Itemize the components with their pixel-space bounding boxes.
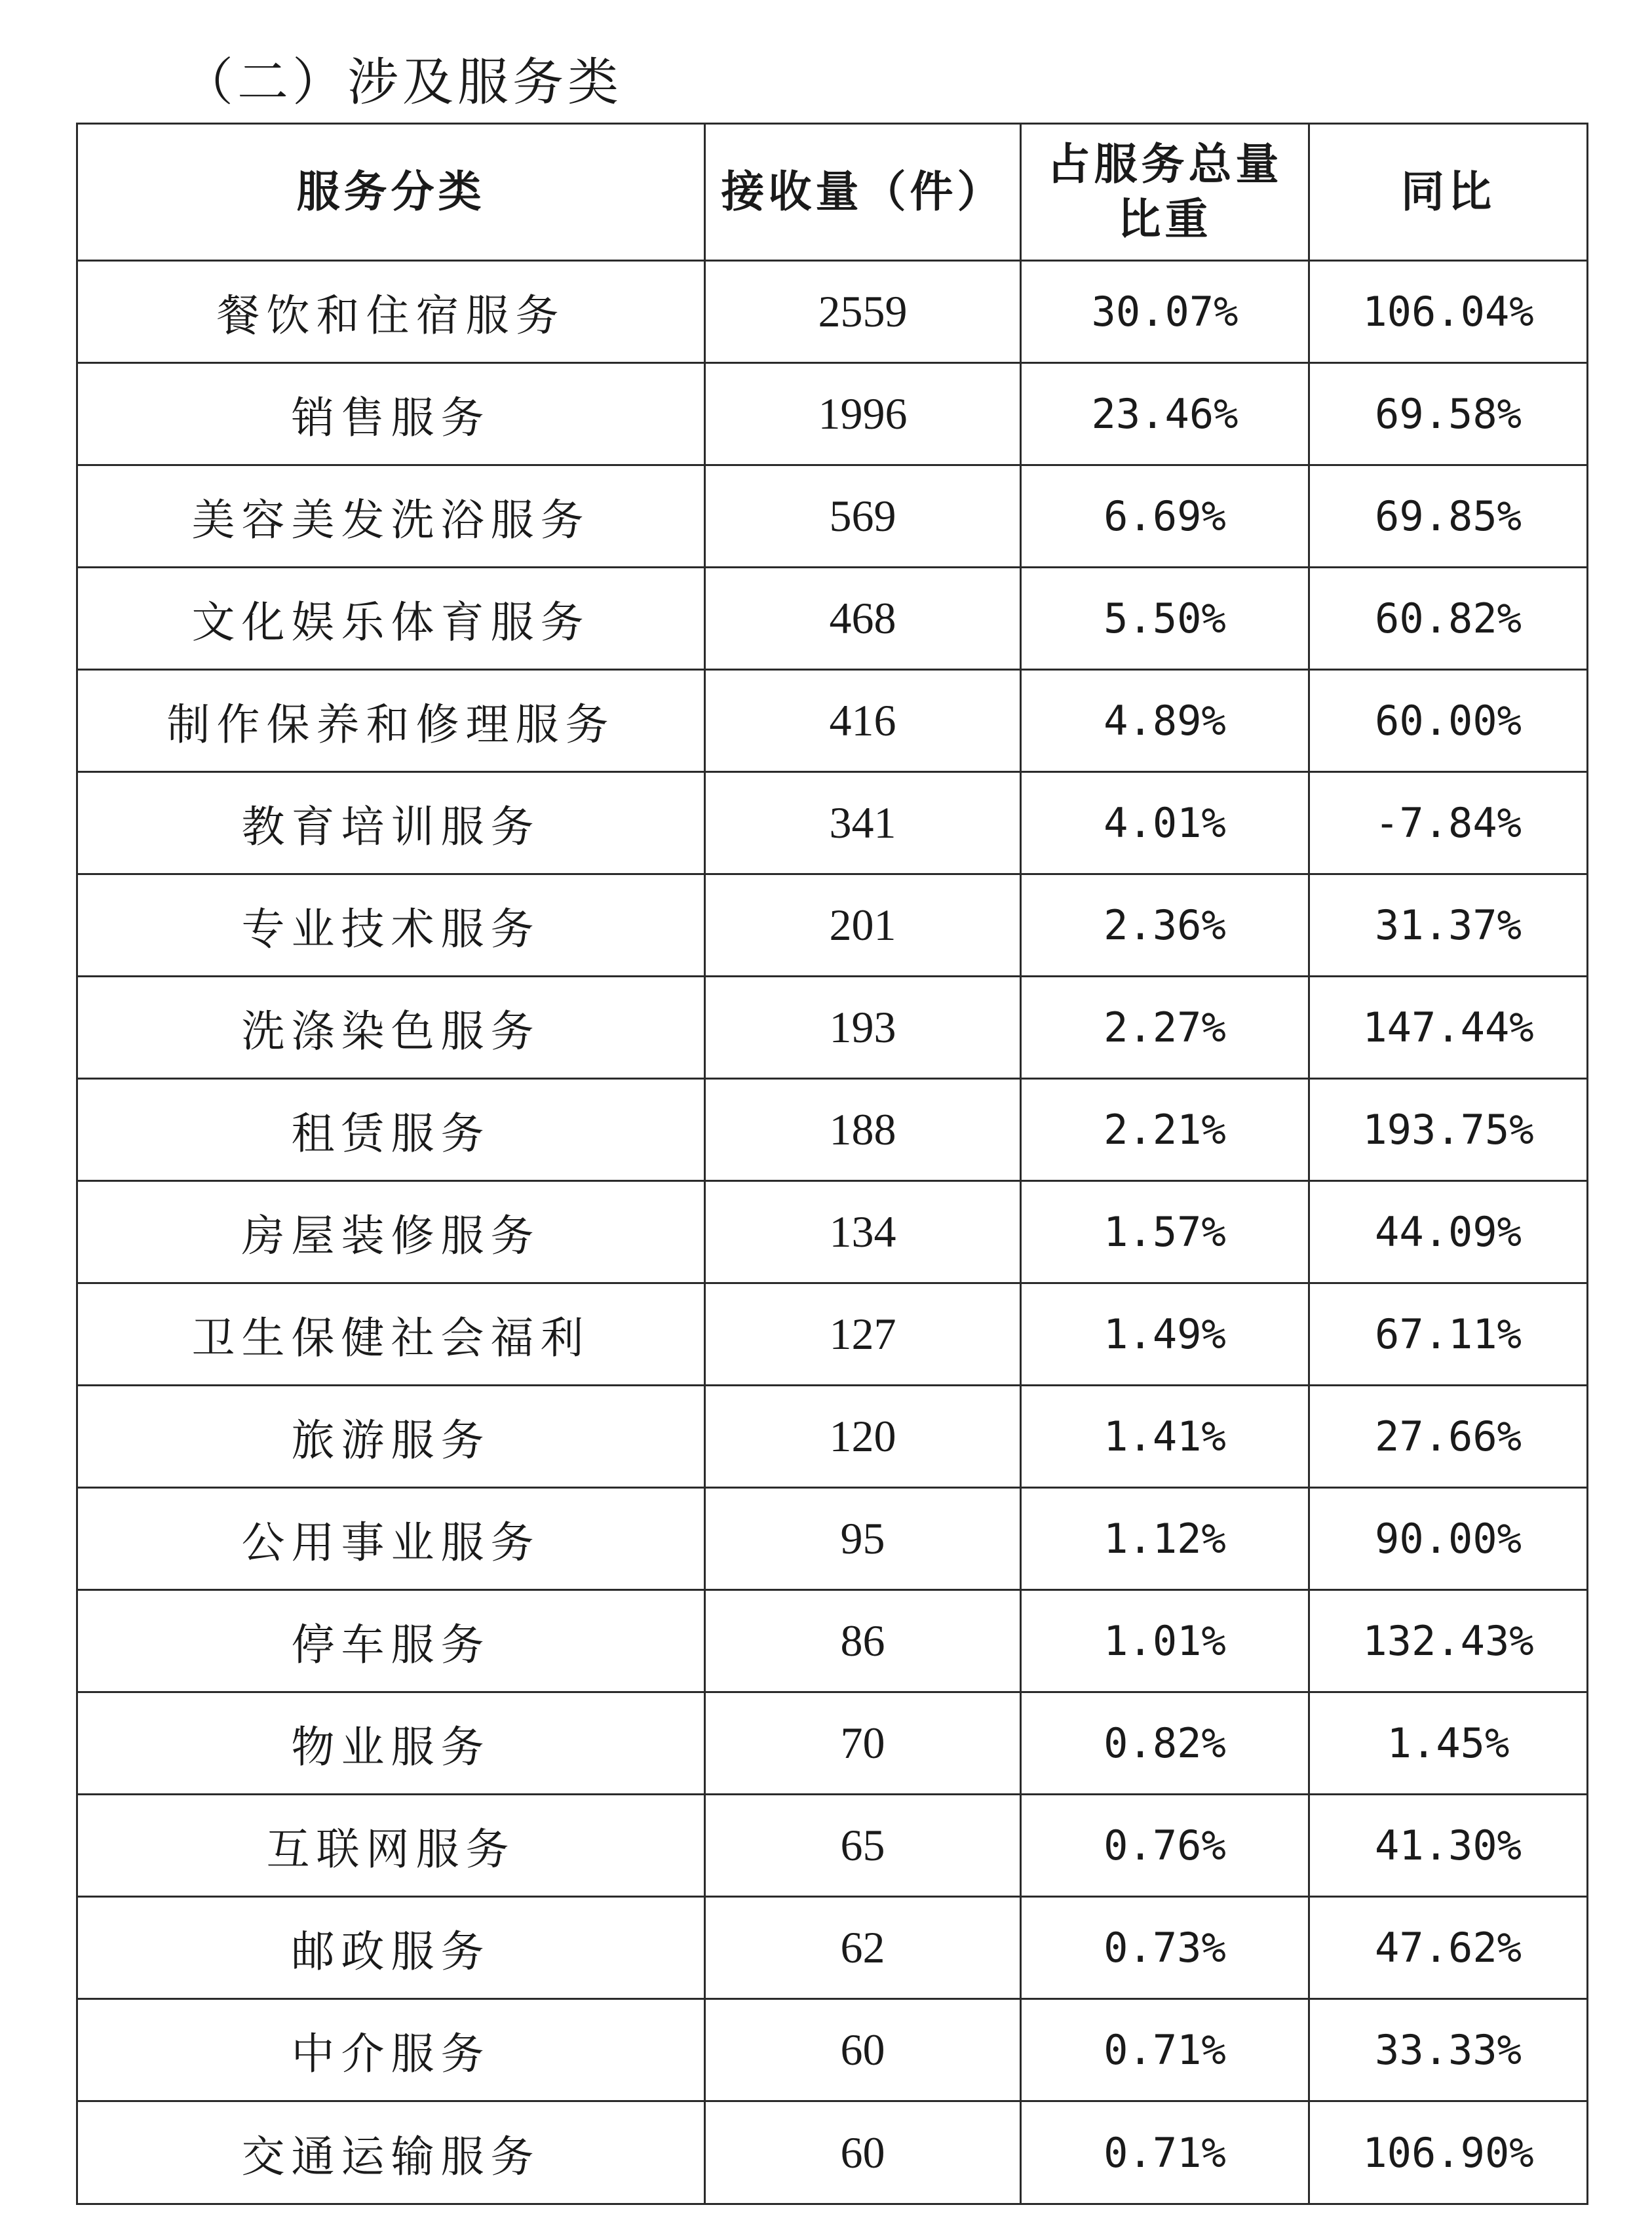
cell-yoy: 1.45%: [1309, 1692, 1588, 1795]
table-row: [77, 1795, 1588, 1897]
cell-yoy: 69.85%: [1309, 465, 1588, 568]
cell-category: 餐饮和住宿服务: [77, 261, 705, 363]
cell-share: 1.12%: [1021, 1488, 1309, 1590]
cell-yoy: 147.44%: [1309, 977, 1588, 1079]
header-received: 接收量（件）: [705, 124, 1021, 261]
cell-category: 旅游服务: [77, 1386, 705, 1488]
table-row: [77, 1488, 1588, 1590]
table-row: [77, 1386, 1588, 1488]
table-row: [77, 1999, 1588, 2101]
cell-category: 文化娱乐体育服务: [77, 568, 705, 670]
cell-yoy: 69.58%: [1309, 363, 1588, 465]
table-row: [77, 772, 1588, 874]
cell-category: 互联网服务: [77, 1795, 705, 1897]
cell-yoy: -7.84%: [1309, 772, 1588, 874]
cell-received: 70: [705, 1692, 1021, 1795]
table-row: [77, 261, 1588, 363]
cell-category: 中介服务: [77, 1999, 705, 2101]
cell-category: 专业技术服务: [77, 874, 705, 977]
table-row: [77, 670, 1588, 772]
cell-category: 美容美发洗浴服务: [77, 465, 705, 568]
table-row: [77, 2101, 1588, 2204]
cell-share: 1.01%: [1021, 1590, 1309, 1692]
cell-category: 停车服务: [77, 1590, 705, 1692]
cell-yoy: 60.82%: [1309, 568, 1588, 670]
cell-yoy: 33.33%: [1309, 1999, 1588, 2101]
cell-yoy: 90.00%: [1309, 1488, 1588, 1590]
table-row: [77, 977, 1588, 1079]
table-row: [77, 465, 1588, 568]
cell-share: 6.69%: [1021, 465, 1309, 568]
cell-share: 0.71%: [1021, 1999, 1309, 2101]
cell-share: 1.41%: [1021, 1386, 1309, 1488]
cell-share: 1.49%: [1021, 1283, 1309, 1386]
table-row: [77, 1590, 1588, 1692]
cell-received: 193: [705, 977, 1021, 1079]
cell-yoy: 44.09%: [1309, 1181, 1588, 1283]
cell-received: 468: [705, 568, 1021, 670]
cell-received: 2559: [705, 261, 1021, 363]
cell-share: 2.36%: [1021, 874, 1309, 977]
cell-received: 127: [705, 1283, 1021, 1386]
table-header: [77, 124, 1588, 261]
cell-received: 60: [705, 2101, 1021, 2204]
cell-received: 86: [705, 1590, 1021, 1692]
table-row: [77, 1283, 1588, 1386]
cell-category: 销售服务: [77, 363, 705, 465]
cell-received: 341: [705, 772, 1021, 874]
cell-share: 4.89%: [1021, 670, 1309, 772]
table-row: [77, 568, 1588, 670]
cell-received: 120: [705, 1386, 1021, 1488]
cell-category: 房屋装修服务: [77, 1181, 705, 1283]
cell-yoy: 106.04%: [1309, 261, 1588, 363]
service-category-table: [76, 123, 1588, 2205]
header-share: [1021, 124, 1309, 261]
cell-received: 416: [705, 670, 1021, 772]
cell-received: 201: [705, 874, 1021, 977]
table-row: [77, 1079, 1588, 1181]
cell-yoy: 106.90%: [1309, 2101, 1588, 2204]
cell-share: 4.01%: [1021, 772, 1309, 874]
cell-share: 1.57%: [1021, 1181, 1309, 1283]
cell-yoy: 193.75%: [1309, 1079, 1588, 1181]
cell-category: 交通运输服务: [77, 2101, 705, 2204]
table-row: [77, 1897, 1588, 1999]
cell-received: 95: [705, 1488, 1021, 1590]
cell-received: 188: [705, 1079, 1021, 1181]
section-heading: （二）涉及服务类: [182, 53, 623, 112]
cell-yoy: 31.37%: [1309, 874, 1588, 977]
cell-category: 制作保养和修理服务: [77, 670, 705, 772]
cell-category: 邮政服务: [77, 1897, 705, 1999]
cell-category: 物业服务: [77, 1692, 705, 1795]
table-row: [77, 1692, 1588, 1795]
cell-received: 65: [705, 1795, 1021, 1897]
cell-share: 2.21%: [1021, 1079, 1309, 1181]
cell-share: 0.82%: [1021, 1692, 1309, 1795]
cell-share: 0.76%: [1021, 1795, 1309, 1897]
cell-yoy: 47.62%: [1309, 1897, 1588, 1999]
cell-share: 0.71%: [1021, 2101, 1309, 2204]
cell-received: 569: [705, 465, 1021, 568]
cell-share: 0.73%: [1021, 1897, 1309, 1999]
table-body: [77, 261, 1588, 2204]
cell-yoy: 60.00%: [1309, 670, 1588, 772]
header-yoy: 同比: [1309, 124, 1588, 261]
cell-category: 洗涤染色服务: [77, 977, 705, 1079]
header-share-line1: 占服务总量: [1047, 139, 1283, 189]
cell-share: 30.07%: [1021, 261, 1309, 363]
header-share-line2: 比重: [1117, 194, 1212, 244]
cell-received: 60: [705, 1999, 1021, 2101]
cell-share: 23.46%: [1021, 363, 1309, 465]
table-row: [77, 874, 1588, 977]
cell-received: 62: [705, 1897, 1021, 1999]
cell-category: 教育培训服务: [77, 772, 705, 874]
header-row: [77, 124, 1588, 261]
cell-category: 租赁服务: [77, 1079, 705, 1181]
cell-category: 卫生保健社会福利: [77, 1283, 705, 1386]
cell-yoy: 67.11%: [1309, 1283, 1588, 1386]
cell-yoy: 27.66%: [1309, 1386, 1588, 1488]
header-category: 服务分类: [77, 124, 705, 261]
table-row: [77, 363, 1588, 465]
cell-share: 5.50%: [1021, 568, 1309, 670]
cell-share: 2.27%: [1021, 977, 1309, 1079]
cell-yoy: 132.43%: [1309, 1590, 1588, 1692]
cell-yoy: 41.30%: [1309, 1795, 1588, 1897]
table-row: [77, 1181, 1588, 1283]
cell-received: 1996: [705, 363, 1021, 465]
cell-category: 公用事业服务: [77, 1488, 705, 1590]
cell-received: 134: [705, 1181, 1021, 1283]
